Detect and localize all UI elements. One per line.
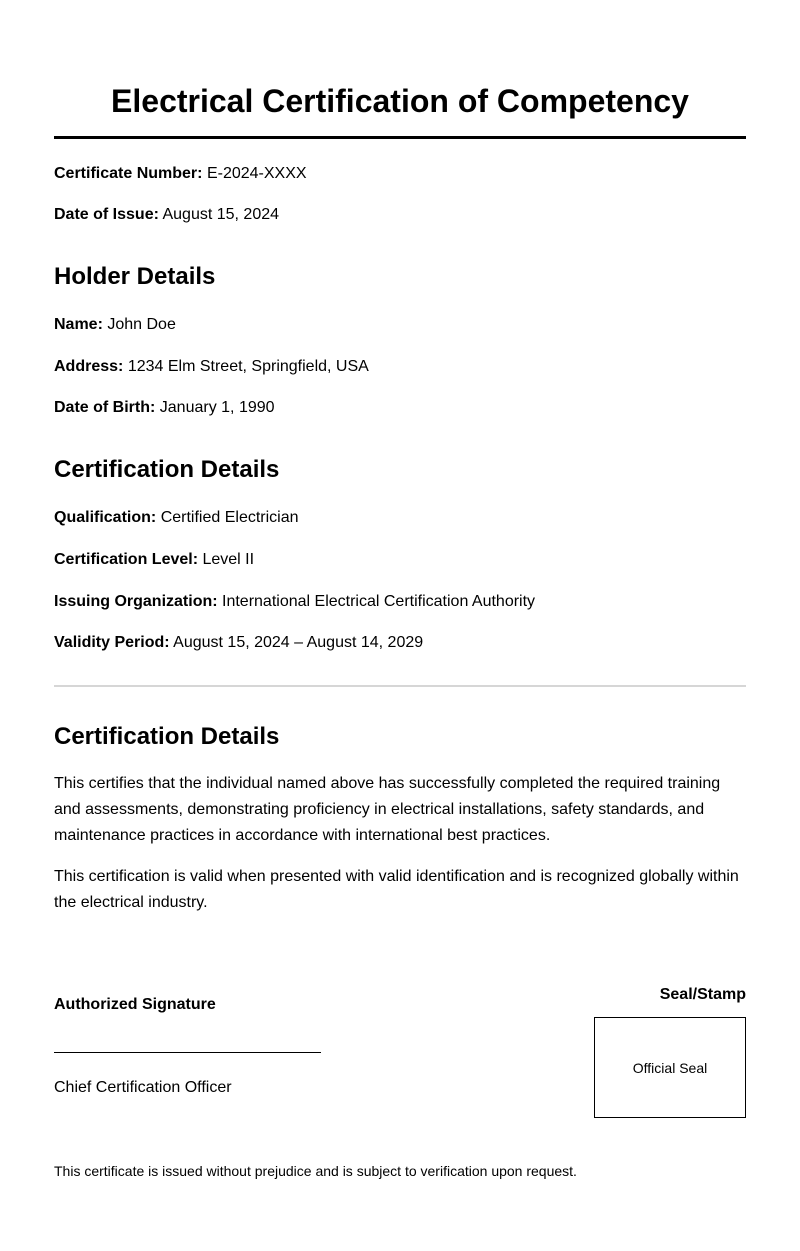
certification-level-value: Level II	[202, 551, 255, 568]
holder-name-field	[54, 315, 176, 335]
issuing-organization-field	[54, 592, 535, 612]
qualification-value: Certified Electrician	[160, 509, 299, 526]
holder-dob-value: January 1, 1990	[159, 399, 275, 416]
issuing-organization-label: Issuing Organization:	[54, 593, 218, 610]
statement-paragraph-2: This certification is valid when presented with valid identification and is recognized globally within the electrical industry.	[54, 868, 739, 911]
statement-heading: Certification Details	[54, 723, 280, 750]
qualification-field	[54, 508, 299, 528]
holder-details-heading: Holder Details	[54, 263, 216, 290]
seal-box	[594, 1017, 746, 1118]
certification-level-label: Certification Level:	[54, 551, 199, 568]
certificate-number-label: Certificate Number:	[54, 165, 203, 182]
holder-name-value: John Doe	[107, 316, 176, 333]
signature-line	[54, 1052, 321, 1053]
seal-text: Official Seal	[632, 1059, 708, 1076]
section-divider	[54, 685, 746, 687]
validity-period-label: Validity Period:	[54, 634, 170, 651]
holder-address-label: Address:	[54, 358, 124, 375]
validity-period-field	[54, 633, 423, 653]
issue-date-label: Date of Issue:	[54, 206, 159, 223]
issue-date-value: August 15, 2024	[162, 206, 280, 223]
certification-details-heading: Certification Details	[54, 456, 280, 483]
holder-address-field	[54, 357, 369, 377]
seal-label: Seal/Stamp	[659, 986, 746, 1003]
validity-period-value: August 15, 2024 – August 14, 2029	[173, 634, 424, 651]
holder-dob-field	[54, 398, 275, 418]
certificate-number-value: E-2024-XXXX	[206, 165, 307, 182]
footer-note: This certificate is issued without prejudice and is subject to verification upon request.	[54, 1163, 577, 1179]
signature-label: Authorized Signature	[54, 996, 216, 1013]
holder-address-value: 1234 Elm Street, Springfield, USA	[127, 358, 369, 375]
certificate-number-field	[54, 164, 307, 184]
signatory-title: Chief Certification Officer	[54, 1079, 232, 1096]
holder-dob-label: Date of Birth:	[54, 399, 156, 416]
issuing-organization-value: International Electrical Certification Authority	[222, 593, 536, 610]
qualification-label: Qualification:	[54, 509, 157, 526]
document-title: Electrical Certification of Competency	[111, 83, 689, 119]
title-divider	[54, 136, 746, 139]
issue-date-field	[54, 205, 279, 225]
holder-name-label: Name:	[54, 316, 103, 333]
statement-paragraph-1: This certifies that the individual named above has successfully completed the required training and assessments, demonstrating proficiency in electrical installations, safety standards, and maintenance practices in accordance with international best practices.	[54, 775, 721, 844]
certification-level-field	[54, 550, 254, 570]
